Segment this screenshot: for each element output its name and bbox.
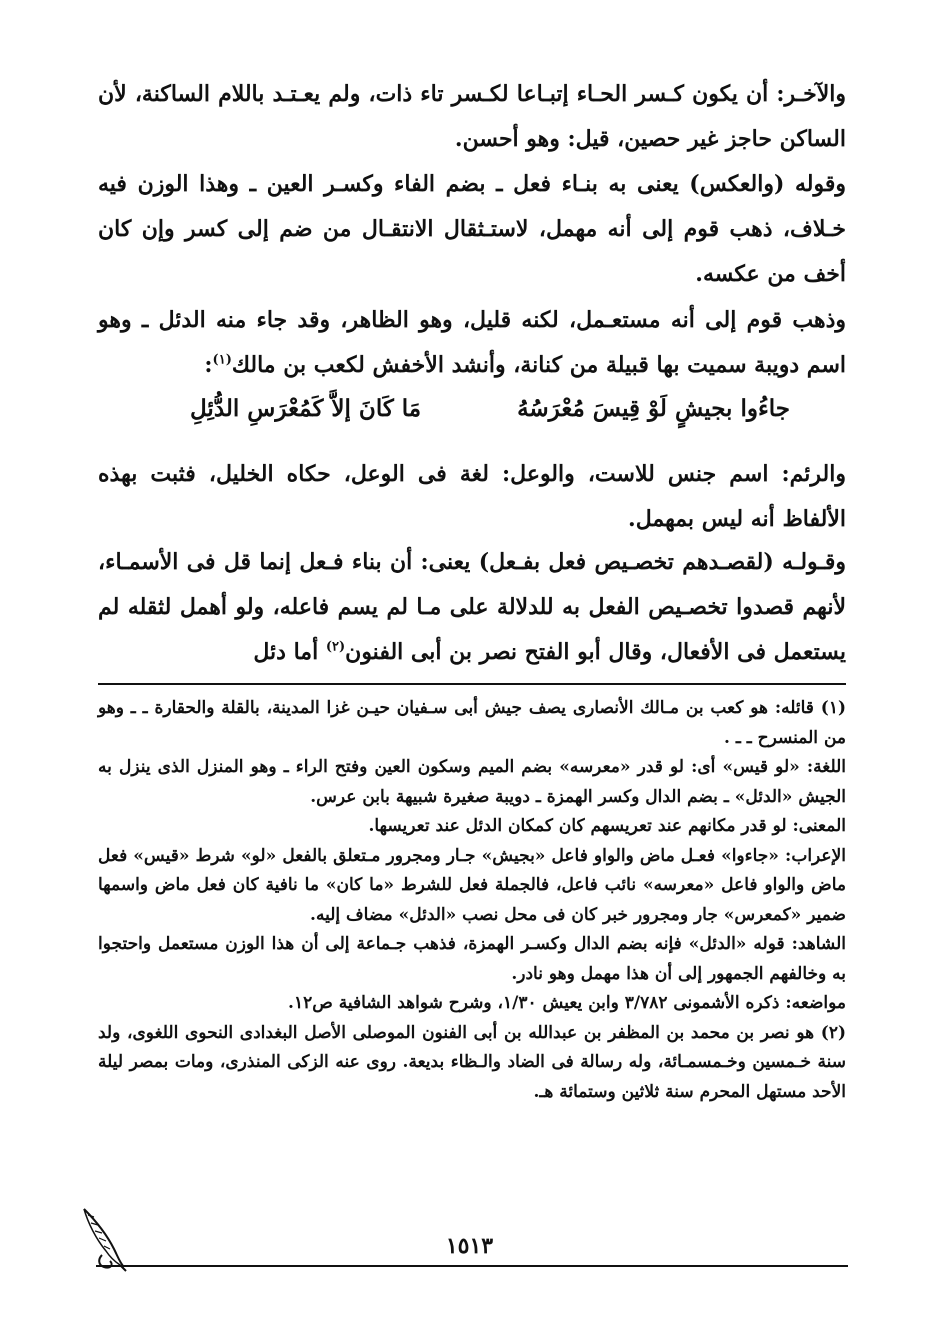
paragraph-end-text: : [204,352,213,378]
paragraph-main-text: وقـولـه (لقصـدهم تخصـيص فعل بفـعل) يعنى: أن بناء فـعل إنما قل فى الأسمـاء، لأنهم قصدوا تخصـيص الفعل به للدلالة على مـا لم يسم فاعله، ولو أهمل لثقله لم يستعمل فى الأفعال، وقال أبو الفتح نصر بن أبى الفنون [98,549,846,665]
paragraph-text [98,540,846,675]
footnote-label-maana: المعنى: [792,816,846,836]
footnote-2 [98,1019,846,1108]
body-paragraph-4 [98,452,846,542]
body-paragraph-5 [98,540,846,675]
poetry-verse [150,387,790,437]
footnote-label-mawadi: مواضعه: [785,993,846,1013]
footnote-1-maana [98,812,846,842]
verse-second-hemistich: مَا كَانَ إلاَّ كَمُعْرَسِ الدُّئِلِ [190,395,422,422]
paragraph-main-text: وذهب قوم إلى أنه مستعـمل، لكنه قليل، وهو الظاهر، وقد جاء منه الدئل ـ وهو اسم دويبة سميت بها قبيلة من كنانة، وأنشد الأخفش لكعب بن مالك [98,307,846,378]
footnote-1-shahid [98,930,846,989]
paragraph-text [98,298,846,388]
body-paragraph-3 [98,298,846,388]
footnote-1-lugha [98,753,846,812]
footnote-label-author: قائله: [774,698,814,718]
footnote-text: لو قدر مكانهم عند تعريسهم كان كمكان الدئل عند تعريسها. [368,816,793,836]
footnote-number: (٢) [820,1022,846,1043]
footnote-label-irab: الإعراب: [785,845,846,866]
verse-first-hemistich: جاءُوا بجيشٍ لَوْ قِيسَ مُعْرَسُهُ [517,395,790,422]
footnote-reference-2: (٢) [325,639,346,655]
body-paragraph-1 [98,72,846,162]
footnote-1-irab [98,842,846,931]
footnote-text: هو كعب بن مـالك الأنصارى يصف جيش أبى سـفيان حيـن غزا المدينة، بالقلة والحقارة ـ ـ وهو من المنسرح ـ ـ . [98,698,846,748]
footnote-text: «لو قيس» أى: لو قدر «معرسه» بضم الميم وسكون العين وفتح الراء ـ وهو المنزل الذى ينزل به الجيش «الدئل» ـ بضم الدال وكسر الهمزة ـ دويبة صغيرة شبيهة بابن عرس. [98,757,846,807]
footnote-number: (١) [820,698,846,718]
paragraph-text: وقوله (والعكس) يعنى به بنـاء فعل ـ بضم الفاء وكسـر العين ـ وهذا الوزن فيه خـلاف، ذهب قوم إلى أنه مهمل، لاستـثقال الانتقـال من ضم إلى كسر وإن كان أخف من عكسه. [98,171,846,287]
footnote-reference-1: (١) [212,352,232,368]
paragraph-text: والرئم: اسم جنس للاست، والوعل: لغة فى الوعل، حكاه الخليل، فثبت بهذه الألفاظ أنه ليس بمهمل. [98,461,846,532]
footnote-label-shahid: الشاهد: [791,934,846,954]
paragraph-end-text: أما دئل [253,639,326,665]
footer-divider [96,1265,848,1267]
footnote-text: هو نصر بن محمد بن المظفر بن عبدالله بن أبى الفنون الموصلى الأصل البغدادى النحوى اللغوى، ولد سنة خـمسين وخـمسمـائة، وله رسالة فى الضاد والـظاء بديعة. روى عنه الزكى المنذرى، ومات بمصر ليلة الأحد مستهل المحرم سنة ثلاثين وستمائة هـ. [98,1022,846,1102]
footnote-text: «جاءوا» فعـل ماض والواو فاعل «بجيش» جـار ومجرور مـتعلق بالفعل «لو» شرط «قيس» فعل ماض والواو فاعل «معرسه» نائب فاعل، فالجملة فعل للشرط «ما كان» ما نافية كان فعل ماض واسمها ضمير «كمعرس» جار ومجرور خبر كان فى محل نصب «الدئل» مضاف إليه. [98,845,846,925]
page-number: ١٥١٣ [445,1233,494,1259]
footnote-text: ذكره الأشمونى ٣/٧٨٢ وابن يعيش ١/٣٠، وشرح شواهد الشافية ص١٢. [288,993,786,1013]
footnote-divider [98,683,846,685]
footnote-1 [98,694,846,753]
footnote-label-lugha: اللغة: [806,757,846,777]
body-paragraph-2 [98,162,846,297]
footnote-1-mawadi [98,989,846,1019]
paragraph-text: والآخـر: أن يكون كـسر الحـاء إتبـاعا لكـسر تاء ذات، ولم يعـتـد باللام الساكنة، لأن الساكن حاجز غير حصين، قيل: وهو أحسن. [98,81,846,152]
footnotes-section [98,694,846,1107]
footnote-text: قوله «الدئل» فإنه بضم الدال وكسـر الهمزة، فذهب جـماعة إلى أن هذا الوزن مستعمل واحتجوا به وخالفهم الجمهور إلى أن هذا مهمل وهو نادر. [98,934,846,984]
